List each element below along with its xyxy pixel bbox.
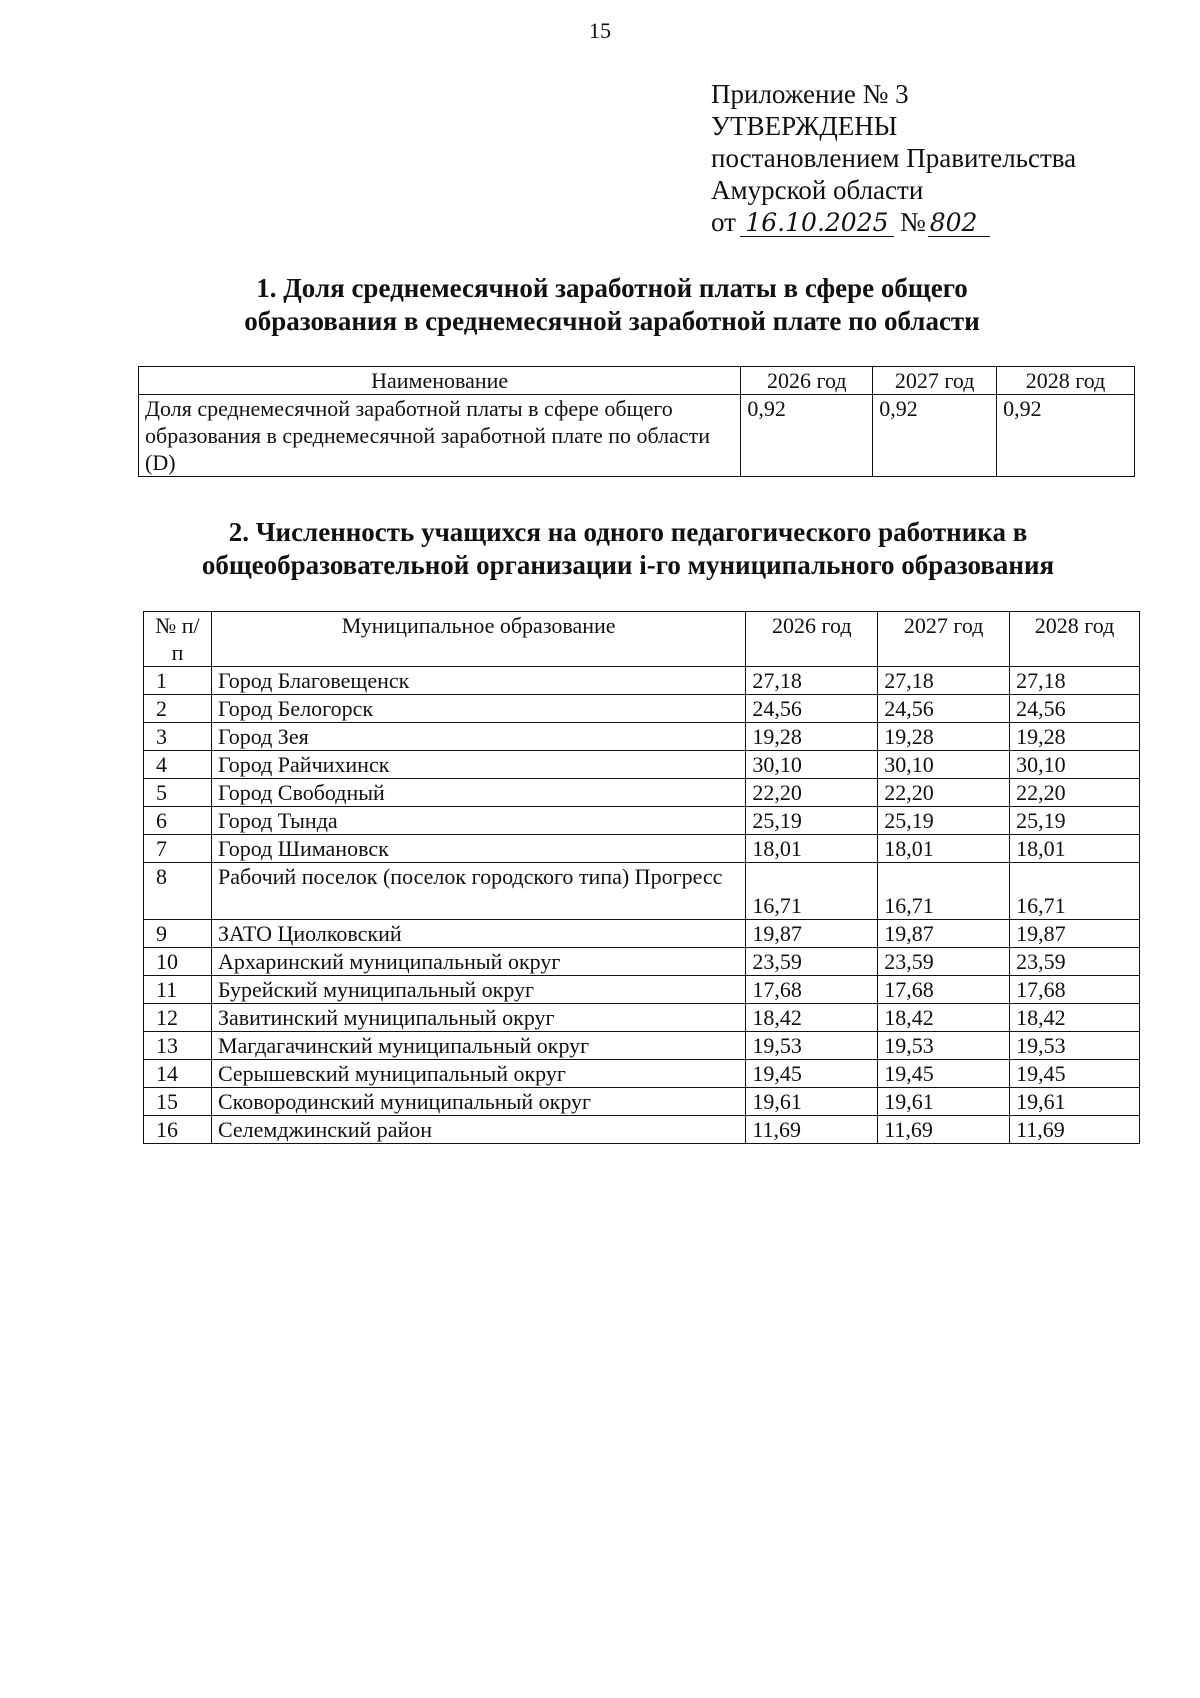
table-row	[144, 1032, 1140, 1060]
row-value-2027: 23,59	[878, 948, 1010, 976]
table-row	[144, 779, 1140, 807]
row-value-2026: 24,56	[746, 695, 878, 723]
row-municipality: Рабочий поселок (поселок городского типа) Прогресс	[211, 863, 745, 920]
date-prefix: от	[711, 207, 736, 237]
row-value-2026: 16,71	[746, 863, 878, 920]
row-municipality: Серышевский муниципальный округ	[211, 1060, 745, 1088]
resolution-label: постановлением Правительства	[711, 143, 1077, 173]
row-value-2028: 19,87	[1010, 920, 1140, 948]
row-value-2026: 19,53	[746, 1032, 878, 1060]
handwritten-date: 16.10.2025	[740, 210, 894, 237]
header-2027: 2027 год	[873, 367, 997, 395]
table-row	[144, 920, 1140, 948]
section-1-title	[12, 272, 1200, 338]
table-row	[144, 835, 1140, 863]
table-row	[144, 1088, 1140, 1116]
row-municipality: Сковородинский муниципальный округ	[211, 1088, 745, 1116]
table-row	[144, 723, 1140, 751]
row-value-2028: 19,53	[1010, 1032, 1140, 1060]
row-municipality: Бурейский муниципальный округ	[211, 976, 745, 1004]
row-value-2026: 27,18	[746, 667, 878, 695]
row-value-2026: 17,68	[746, 976, 878, 1004]
row-value-2028: 27,18	[1010, 667, 1140, 695]
row-number: 9	[144, 920, 212, 948]
approval-block	[711, 78, 1076, 238]
table-row	[144, 1004, 1140, 1032]
header-2028: 2028 год	[1010, 612, 1140, 667]
row-number: 7	[144, 835, 212, 863]
row-value-2027: 19,53	[878, 1032, 1010, 1060]
row-municipality: Архаринский муниципальный округ	[211, 948, 745, 976]
row-value-2027: 0,92	[873, 395, 997, 477]
row-value-2026: 18,42	[746, 1004, 878, 1032]
section-2-title	[28, 516, 1200, 582]
row-number: 4	[144, 751, 212, 779]
row-municipality: Город Шимановск	[211, 835, 745, 863]
row-value-2027: 18,01	[878, 835, 1010, 863]
row-value-2026: 19,45	[746, 1060, 878, 1088]
row-value-2027: 22,20	[878, 779, 1010, 807]
row-value-2026: 25,19	[746, 807, 878, 835]
row-number: 11	[144, 976, 212, 1004]
date-number-line	[711, 206, 1076, 238]
row-municipality: Селемджинский район	[211, 1116, 745, 1144]
row-number: 14	[144, 1060, 212, 1088]
row-value-2026: 18,01	[746, 835, 878, 863]
row-value-2028: 0,92	[997, 395, 1135, 477]
table-row	[144, 751, 1140, 779]
handwritten-number: 802	[928, 210, 990, 237]
row-value-2028: 19,61	[1010, 1088, 1140, 1116]
header-number: № п/п	[144, 612, 212, 667]
section-1-title-line-1: 1. Доля среднемесячной заработной платы в сфере общего	[256, 273, 968, 303]
row-value-2027: 30,10	[878, 751, 1010, 779]
row-number: 8	[144, 863, 212, 920]
row-value-2028: 24,56	[1010, 695, 1140, 723]
row-value-2027: 25,19	[878, 807, 1010, 835]
page-number: 15	[589, 18, 611, 43]
row-value-2026: 0,92	[741, 395, 873, 477]
row-value-2028: 19,45	[1010, 1060, 1140, 1088]
row-municipality: Завитинский муниципальный округ	[211, 1004, 745, 1032]
table-row	[144, 1116, 1140, 1144]
region-label: Амурской области	[711, 175, 924, 205]
row-value-2028: 17,68	[1010, 976, 1140, 1004]
row-number: 3	[144, 723, 212, 751]
row-municipality: Магдагачинский муниципальный округ	[211, 1032, 745, 1060]
row-number: 6	[144, 807, 212, 835]
row-value-2028: 18,01	[1010, 835, 1140, 863]
row-value-2026: 19,28	[746, 723, 878, 751]
row-value-2027: 24,56	[878, 695, 1010, 723]
table-row	[144, 1060, 1140, 1088]
section-1-table	[138, 366, 1135, 477]
row-value-2027: 17,68	[878, 976, 1010, 1004]
table-row	[144, 948, 1140, 976]
approved-label: УТВЕРЖДЕНЫ	[711, 111, 898, 141]
row-value-2026: 22,20	[746, 779, 878, 807]
row-number: 12	[144, 1004, 212, 1032]
header-2028: 2028 год	[997, 367, 1135, 395]
row-municipality: Город Зея	[211, 723, 745, 751]
table-row	[139, 395, 1135, 477]
header-municipality: Муниципальное образование	[211, 612, 745, 667]
row-value-2028: 16,71	[1010, 863, 1140, 920]
table-row	[144, 695, 1140, 723]
row-value-2026: 23,59	[746, 948, 878, 976]
row-number: 15	[144, 1088, 212, 1116]
row-value-2027: 11,69	[878, 1116, 1010, 1144]
row-value-2027: 19,61	[878, 1088, 1010, 1116]
row-value-2027: 16,71	[878, 863, 1010, 920]
row-number: 1	[144, 667, 212, 695]
table-row	[144, 976, 1140, 1004]
row-value-2027: 18,42	[878, 1004, 1010, 1032]
row-value-2026: 19,61	[746, 1088, 878, 1116]
row-municipality: Город Райчихинск	[211, 751, 745, 779]
row-value-2027: 19,45	[878, 1060, 1010, 1088]
row-value-2026: 19,87	[746, 920, 878, 948]
row-value-2027: 27,18	[878, 667, 1010, 695]
row-value-2027: 19,28	[878, 723, 1010, 751]
header-2027: 2027 год	[878, 612, 1010, 667]
header-name: Наименование	[139, 367, 741, 395]
header-2026: 2026 год	[741, 367, 873, 395]
row-value-2026: 11,69	[746, 1116, 878, 1144]
row-value-2028: 25,19	[1010, 807, 1140, 835]
row-number: 5	[144, 779, 212, 807]
table-row	[144, 807, 1140, 835]
section-2-table	[143, 611, 1140, 1144]
section-2-title-line-1: 2. Численность учащихся на одного педагогического работника в	[228, 517, 1028, 547]
table-row	[144, 667, 1140, 695]
number-prefix: №	[899, 207, 926, 237]
header-2026: 2026 год	[746, 612, 878, 667]
row-number: 13	[144, 1032, 212, 1060]
table-header-row	[139, 367, 1135, 395]
row-value-2028: 11,69	[1010, 1116, 1140, 1144]
row-value-2026: 30,10	[746, 751, 878, 779]
row-value-2028: 22,20	[1010, 779, 1140, 807]
row-municipality: Город Белогорск	[211, 695, 745, 723]
row-municipality: ЗАТО Циолковский	[211, 920, 745, 948]
row-value-2028: 23,59	[1010, 948, 1140, 976]
row-municipality: Город Благовещенск	[211, 667, 745, 695]
row-value-2027: 19,87	[878, 920, 1010, 948]
table-header-row	[144, 612, 1140, 667]
appendix-label: Приложение № 3	[711, 79, 909, 109]
row-value-2028: 18,42	[1010, 1004, 1140, 1032]
row-value-2028: 19,28	[1010, 723, 1140, 751]
row-municipality: Город Тында	[211, 807, 745, 835]
table-row	[144, 863, 1140, 920]
row-municipality: Город Свободный	[211, 779, 745, 807]
row-number: 2	[144, 695, 212, 723]
row-number: 16	[144, 1116, 212, 1144]
row-value-2028: 30,10	[1010, 751, 1140, 779]
row-number: 10	[144, 948, 212, 976]
section-2-title-line-2: общеобразовательной организации i-го муниципального образования	[201, 550, 1055, 580]
section-1-title-line-2: образования в среднемесячной заработной плате по области	[244, 306, 980, 336]
row-name: Доля среднемесячной заработной платы в сфере общего образования в среднемесячной заработной плате по области (D)	[139, 395, 741, 477]
